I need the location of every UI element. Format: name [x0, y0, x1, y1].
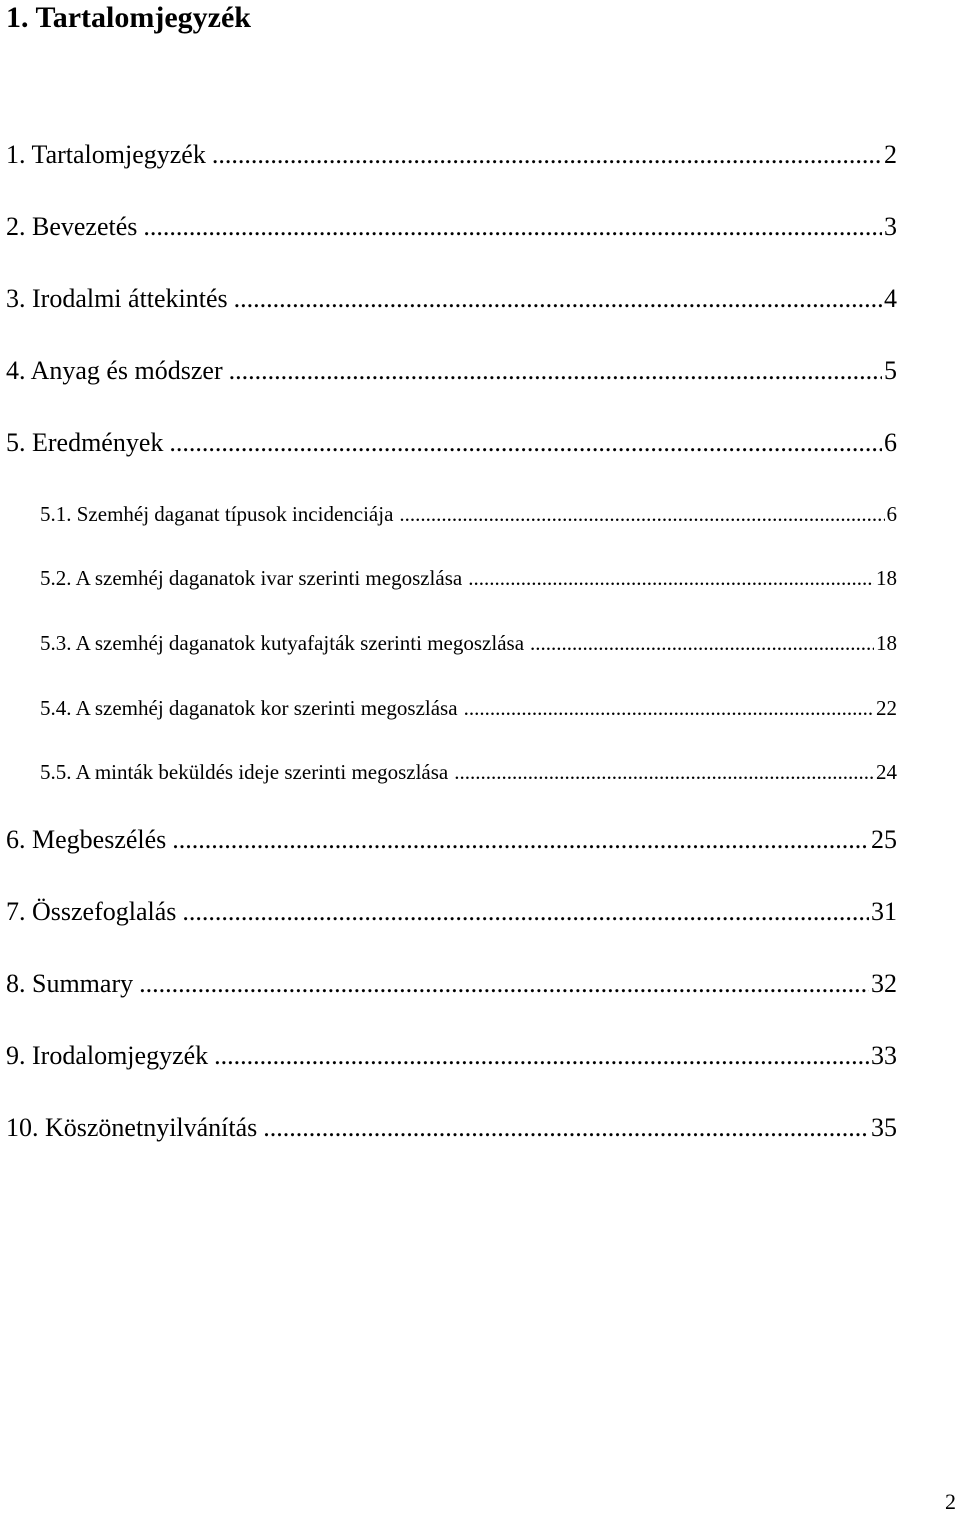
toc-entry[interactable]	[6, 969, 897, 999]
toc-entry-label: 5.1. Szemhéj daganat típusok incidenciája	[40, 502, 394, 526]
toc-entry-page: 4	[884, 284, 897, 313]
toc-entry-page: 2	[884, 140, 897, 169]
toc-entry-label: 5.3. A szemhéj daganatok kutyafajták szerinti megoszlása	[40, 631, 525, 655]
toc-entry-page: 6	[884, 428, 897, 457]
toc-entry-page: 35	[871, 1113, 897, 1142]
toc-entry[interactable]	[6, 356, 897, 386]
toc-leader-dots	[172, 825, 869, 855]
toc-entry[interactable]	[6, 897, 897, 927]
toc-entry[interactable]	[6, 212, 897, 242]
toc-subentry[interactable]	[40, 566, 897, 591]
toc-entry[interactable]	[6, 1041, 897, 1071]
toc-entry-page: 18	[876, 631, 897, 655]
toc-entry-label: 5.2. A szemhéj daganatok ivar szerinti megoszlása	[40, 566, 463, 590]
page-heading: 1. Tartalomjegyzék	[6, 1, 251, 34]
toc-entry-page: 31	[871, 897, 897, 926]
toc-subentry[interactable]	[40, 502, 897, 527]
toc-entry[interactable]	[6, 140, 897, 170]
toc-entry-page: 5	[884, 356, 897, 385]
toc-subentry[interactable]	[40, 631, 897, 656]
toc-entry-page: 32	[871, 969, 897, 998]
toc-entry-label: 5. Eredmények	[6, 428, 164, 457]
toc-entry[interactable]	[6, 1113, 897, 1143]
toc-leader-dots	[214, 1041, 869, 1071]
toc-leader-dots	[229, 356, 882, 386]
toc-entry-label: 7. Összefoglalás	[6, 897, 177, 926]
toc-entry-label: 6. Megbeszélés	[6, 825, 167, 854]
toc-leader-dots	[263, 1113, 869, 1143]
toc-leader-dots	[182, 897, 869, 927]
toc-subentry[interactable]	[40, 760, 897, 785]
toc-entry[interactable]	[6, 284, 897, 314]
toc-entry[interactable]	[6, 428, 897, 458]
toc-entry-label: 5.4. A szemhéj daganatok kor szerinti megoszlása	[40, 696, 458, 720]
toc-leader-dots	[530, 631, 874, 656]
toc-entry-page: 25	[871, 825, 897, 854]
toc-leader-dots	[468, 566, 874, 591]
toc-entry-page: 6	[886, 502, 897, 526]
toc-entry-page: 24	[876, 760, 897, 784]
toc-entry-label: 2. Bevezetés	[6, 212, 138, 241]
toc-entry-page: 18	[876, 566, 897, 590]
toc-entry-label: 3. Irodalmi áttekintés	[6, 284, 228, 313]
toc-leader-dots	[139, 969, 869, 999]
toc-entry[interactable]	[6, 825, 897, 855]
toc-entry-page: 22	[876, 696, 897, 720]
toc-entry-label: 10. Köszönetnyilvánítás	[6, 1113, 258, 1142]
toc-entry-page: 33	[871, 1041, 897, 1070]
toc-leader-dots	[169, 428, 882, 458]
toc-entry-label: 9. Irodalomjegyzék	[6, 1041, 209, 1070]
toc-leader-dots	[454, 760, 874, 785]
toc-entry-page: 3	[884, 212, 897, 241]
toc-entry-label: 4. Anyag és módszer	[6, 356, 223, 385]
toc-leader-dots	[234, 284, 882, 314]
toc-leader-dots	[143, 212, 882, 242]
toc-leader-dots	[399, 502, 884, 527]
toc-entry-label: 5.5. A minták beküldés ideje szerinti megoszlása	[40, 760, 449, 784]
toc-leader-dots	[212, 140, 882, 170]
toc-entry-label: 8. Summary	[6, 969, 134, 998]
page-number: 2	[945, 1489, 956, 1514]
toc-entry-label: 1. Tartalomjegyzék	[6, 140, 206, 169]
toc-subentry[interactable]	[40, 696, 897, 721]
toc-leader-dots	[464, 696, 874, 721]
